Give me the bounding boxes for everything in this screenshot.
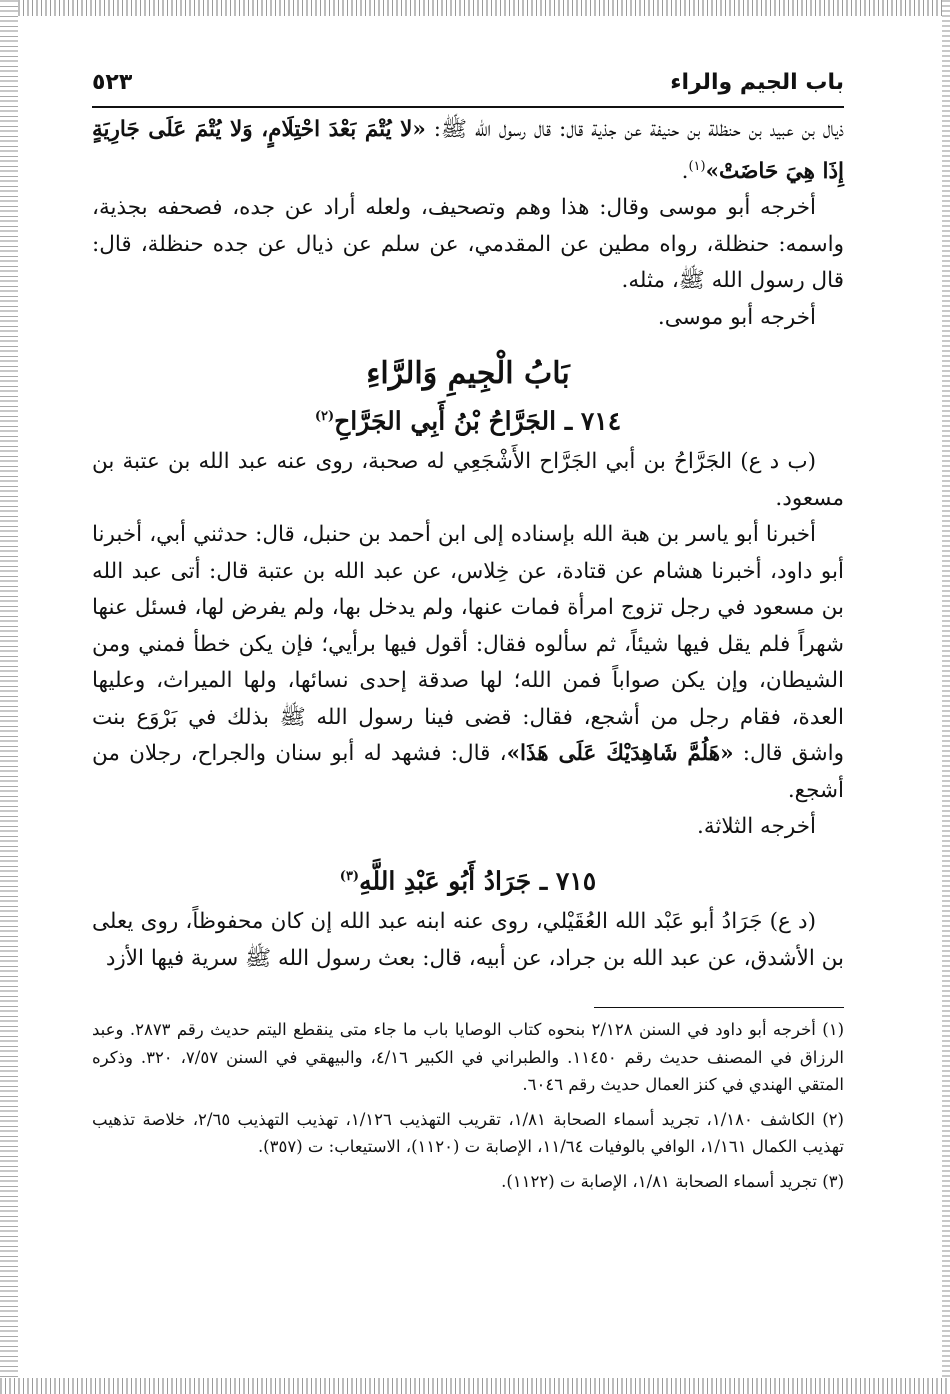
paragraph: (د ع) جَرَادُ أبو عَبْد الله العُقَيْلي، روى عنه ابنه عبد الله إن كان محفوظاً، روى يعلى بن الأشدق، عن عبد الله بن جراد، عن أبيه، قال: بعث رسول الله ﷺ سرية فيها الأزد	[92, 909, 844, 971]
narration-text: ذيال بن عبيد بن حنظلة بن حنيفة عن جذية قال: قال رسول الله ﷺ:	[425, 117, 844, 142]
footnote-separator	[594, 1007, 844, 1008]
running-header	[92, 70, 844, 108]
paragraph	[92, 112, 844, 190]
footnote-marker-1[interactable]: (١)	[688, 158, 706, 174]
paragraph: (ب د ع) الجَرَّاحُ بن أبي الجَرَّاح الأَشْجَعِي له صحبة، روى عنه عبد الله بن عتبة بن مسعود.	[92, 449, 844, 511]
hadith-quote: «هَلُمَّ شَاهِدَيْكَ عَلَى هَذَا»	[506, 741, 734, 767]
footnote-marker-3[interactable]: (٣)	[339, 868, 360, 884]
paragraph: أخرجه الثلاثة.	[697, 814, 816, 840]
top-ornamental-border	[0, 0, 950, 16]
right-ornamental-border	[942, 0, 950, 1394]
footnote-2: (٢) الكاشف ١/١٨٠، تجريد أسماء الصحابة ١/٨١، تقريب التهذيب ١/١٢٦، تهذيب التهذيب ٢/٦٥، خلاصة تذهيب تهذيب الكمال ١/١٦١، الوافي بالوفيات ١١/٦٤، الإصابة ت (١١٢٠)، الاستيعاب: ت (٣٥٧).	[92, 1109, 844, 1157]
book-page	[92, 70, 844, 1202]
narration-text: أخبرنا أبو ياسر بن هبة الله بإسناده إلى ابن أحمد بن حنبل، قال: حدثني أبي، أخبرنا أبو داود، أخبرنا هشام عن قتادة، عن خِلاس، عن عبد الله بن عتبة قال: أتى عبد الله بن مسعود في رجل تزوج امرأة فمات عنها، ولم يدخل بها، ولم يفرض لها، فسئل عنها شهراً فلم يقل فيها شيئاً، ثم سألوه فقال: أقول فيها برأيي؛ فإن يكن خطأ فمني ومن الشيطان، وإن يكن صواباً فمن الله؛ لها صدقة إحدى نسائها، ولها الميراث، وعليها العدة، فقام رجل من أشجع، فقال: قضى فينا رسول الله ﷺ بذلك في بَرْوَع بنت واشق قال:	[92, 522, 844, 767]
entry-title-text: ٧١٥ ـ جَرَادُ أَبُو عَبْدِ اللَّهِ	[359, 866, 597, 896]
main-text	[92, 112, 844, 977]
footnotes	[92, 1016, 844, 1195]
footnote-1: (١) أخرجه أبو داود في السنن ٢/١٢٨ بنحوه كتاب الوصايا باب ما جاء متى ينقطع اليتم حديث رقم ٢٨٧٣. وعبد الرزاق في المصنف حديث رقم ١١٤٥٠. والطبراني في الكبير ٤/١٦، والبيهقي في السنن ٧/٥٧، ٣٢٠. وذكره المتقي الهندي في كنز العمال حديث رقم ٦٠٤٦.	[92, 1020, 845, 1095]
paragraph: أخرجه أبو موسى وقال: هذا وهم وتصحيف، ولعله أراد عن جده، فصحفه بجذية، واسمه: حنظلة، رواه مطين عن المقدمي، عن سلم عن ذيال عن جده حنظلة، قال: قال رسول الله ﷺ، مثله.	[92, 195, 844, 294]
paragraph	[92, 517, 844, 809]
narration-text: ، قال: فشهد له أبو سنان والجراح، رجلان من أشجع.	[92, 741, 844, 803]
paragraph: أخرجه أبو موسى.	[657, 304, 816, 330]
bottom-ornamental-border	[0, 1378, 950, 1394]
header-title: باب الجيم والراء	[670, 70, 844, 95]
left-ornamental-border	[0, 0, 18, 1394]
footnote-3: (٣) تجريد أسماء الصحابة ١/٨١، الإصابة ت (١١٢٢).	[501, 1171, 844, 1191]
chapter-title: بَابُ الْجِيمِ وَالرَّاءِ	[366, 356, 570, 392]
entry-715-title	[92, 858, 844, 900]
sentence-end: .	[681, 158, 689, 184]
hadith-quote: «لا يُتْمَ بَعْدَ احْتِلَامٍ، وَلا يُتْمَ عَلَى جَارِيَةٍ إِذَا هِيَ حَاضَتْ»	[92, 117, 844, 184]
footnote-marker-2[interactable]: (٢)	[314, 409, 335, 425]
entry-title-text: ٧١٤ ـ الجَرَّاحُ بْنُ أَبِي الجَرَّاحِ	[334, 406, 622, 436]
entry-714-title	[92, 398, 844, 440]
page-number: ٥٢٣	[92, 70, 133, 95]
